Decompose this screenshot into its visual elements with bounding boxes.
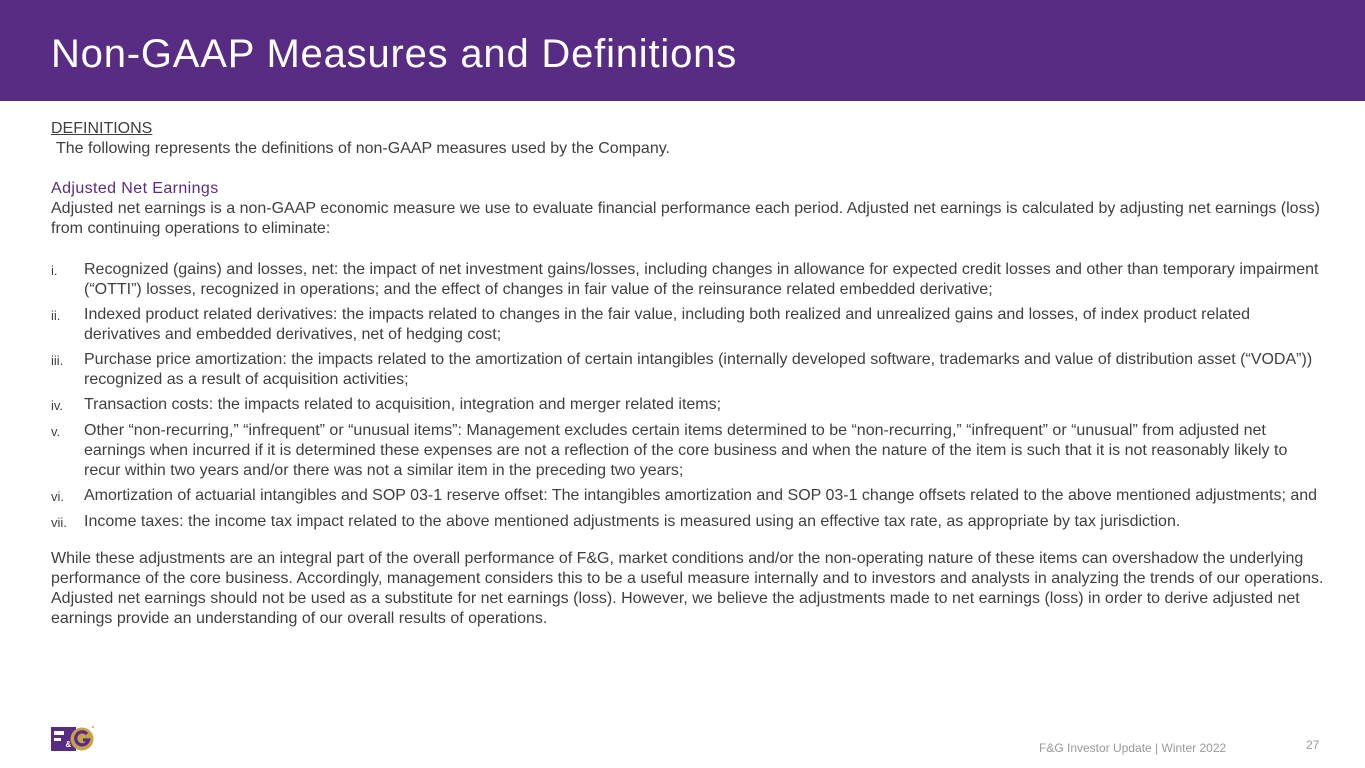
definitions-heading: DEFINITIONS — [51, 120, 153, 137]
list-item-number: iii. — [51, 353, 64, 368]
list-item-number: iv. — [51, 398, 64, 413]
list-item-text: Recognized (gains) and losses, net: the impact of net investment gains/losses, including changes in allowance for expected credit losses and other than temporary impairment (“OTTI”) losses, recognized in operations; and the effect of changes in fair value of the reinsurance related embedded derivative; — [84, 261, 1319, 298]
list-item-number: i. — [51, 263, 58, 278]
list-item-number: vii. — [51, 515, 67, 530]
list-item — [51, 350, 1326, 390]
list-item — [51, 260, 1326, 300]
slide-content — [51, 119, 1326, 629]
closing-paragraph: While these adjustments are an integral part of the overall performance of F&G, market conditions and/or the non-operating nature of these items can overshadow the underlying performance of the core business. Accordingly, management considers this to be a useful measure internally and to investors and analysts in analyzing the trends of our operations. Adjusted net earnings should not be used as a substitute for net earnings (loss). However, we believe the adjustments made to net earnings (loss) in order to derive adjusted net earnings provide an understanding of our overall results of operations. — [51, 550, 1324, 627]
list-item-text: Amortization of actuarial intangibles and SOP 03-1 reserve offset: The intangibles amortization and SOP 03-1 change offsets related to the above mentioned adjustments; and — [84, 487, 1318, 504]
intro-text: The following represents the definitions of non-GAAP measures used by the Company. — [56, 140, 670, 157]
list-item-number: ii. — [51, 308, 61, 323]
adjustment-list — [51, 260, 1326, 533]
list-item-text: Purchase price amortization: the impacts related to the amortization of certain intangibles (internally developed software, trademarks and value of distribution asset (“VODA”)) recognized as a result of acquisition activities; — [84, 351, 1313, 388]
company-logo — [51, 724, 95, 754]
header-bar — [0, 0, 1365, 101]
list-item-number: v. — [51, 424, 61, 439]
page-title: Non-GAAP Measures and Definitions — [51, 32, 737, 76]
section-subheading: Adjusted Net Earnings — [51, 180, 219, 197]
list-item — [51, 395, 1326, 416]
list-item-number: vi. — [51, 489, 64, 504]
list-item-text: Other “non-recurring,” “infrequent” or “unusual items”: Management excludes certain items determined to be “non-recurring,” “infrequent” or “unusual” from adjusted net earnings when incurred if it is determined these expenses are not a reflection of the core business and when the nature of the item is such that it is not reasonably likely to recur within two years and/or there was not a similar item in the preceding two years; — [84, 422, 1288, 479]
fg-logo-icon — [51, 724, 95, 754]
definition-paragraph: Adjusted net earnings is a non-GAAP economic measure we use to evaluate financial performance each period. Adjusted net earnings is calculated by adjusting net earnings (loss) from continuing operations to eliminate: — [51, 200, 1320, 237]
list-item-text: Transaction costs: the impacts related to acquisition, integration and merger related items; — [84, 396, 722, 413]
list-item — [51, 305, 1326, 345]
list-item — [51, 486, 1326, 507]
list-item-text: Indexed product related derivatives: the impacts related to changes in the fair value, including both realized and unrealized gains and losses, of index product related derivatives and embedded derivatives, net of hedging cost; — [84, 306, 1251, 343]
footer-text: F&G Investor Update | Winter 2022 — [1039, 741, 1227, 755]
list-item — [51, 512, 1326, 533]
list-item-text: Income taxes: the income tax impact related to the above mentioned adjustments is measured using an effective tax rate, as appropriate by tax jurisdiction. — [84, 513, 1181, 530]
svg-text:&: & — [65, 740, 72, 749]
list-item — [51, 421, 1326, 481]
page-number: 27 — [1306, 738, 1320, 752]
